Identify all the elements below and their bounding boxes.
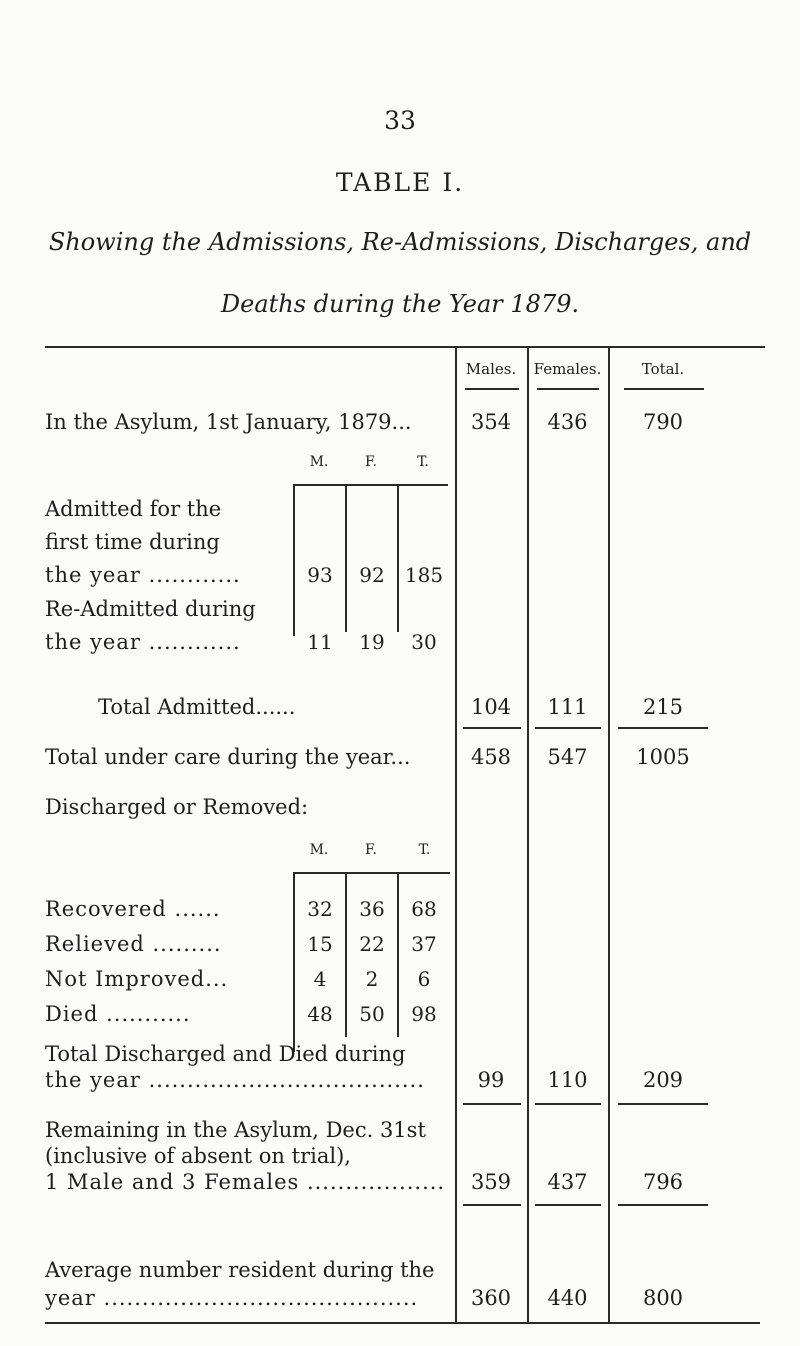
remaining-total: 796 <box>642 1170 684 1194</box>
header-females: Females. <box>533 360 602 378</box>
total-admitted-label: Total Admitted...... <box>98 695 296 719</box>
admit-subheader-rule <box>295 484 448 486</box>
total-admitted-males: 104 <box>470 695 512 719</box>
bottom-rule <box>45 1322 760 1324</box>
remaining-females: 437 <box>547 1170 588 1194</box>
total-admitted-rule-m <box>463 727 521 729</box>
table-subtitle-line1: Showing the Admissions, Re-Admissions, Discharges, and <box>48 228 752 256</box>
under-care-total: 1005 <box>636 745 690 769</box>
discharged-heading: Discharged or Removed: <box>45 795 309 819</box>
total-discharged-label-1: Total Discharged and Died during <box>45 1042 406 1066</box>
remaining-rule-m <box>463 1204 521 1206</box>
total-discharged-label-2: the year .................................... <box>45 1068 425 1092</box>
discharged-row-t: 68 <box>411 897 437 921</box>
discharged-row-f: 36 <box>359 897 385 921</box>
average-label-1: Average number resident during the <box>45 1258 435 1282</box>
discharged-row-m: 48 <box>307 1002 333 1026</box>
header-underline-total <box>624 388 704 390</box>
first-time-m: 93 <box>307 563 333 587</box>
re-admitted-label-1: Re-Admitted during <box>45 597 256 621</box>
total-discharged-total: 209 <box>642 1068 684 1092</box>
header-males: Males. <box>465 360 517 378</box>
re-admitted-t: 30 <box>411 630 437 654</box>
discharged-row-m: 15 <box>307 932 333 956</box>
table-subtitle-line2: Deaths during the Year 1879. <box>220 290 580 318</box>
first-time-label-2: first time during <box>45 530 220 554</box>
under-care-label: Total under care during the year... <box>45 745 411 769</box>
re-admitted-label-2: the year ............ <box>45 630 241 654</box>
total-admitted-females: 111 <box>547 695 588 719</box>
in-asylum-females: 436 <box>547 410 588 434</box>
admit-subheader-m: M. <box>309 454 329 470</box>
top-rule <box>45 346 765 348</box>
discharged-row-f: 2 <box>365 967 379 991</box>
in-asylum-males: 354 <box>470 410 512 434</box>
first-time-label-1: Admitted for the <box>45 497 222 521</box>
remaining-label-1: Remaining in the Asylum, Dec. 31st <box>45 1118 426 1142</box>
discharged-row-m: 32 <box>307 897 333 921</box>
in-asylum-total: 790 <box>642 410 684 434</box>
total-admitted-rule-t <box>618 727 708 729</box>
admit-subheader-f: F. <box>365 454 377 470</box>
average-label-2: year ......................................... <box>45 1286 419 1310</box>
discharged-row-label: Relieved ......... <box>45 932 222 956</box>
header-total: Total. <box>641 360 685 378</box>
discharged-subheader-rule <box>295 872 450 874</box>
remaining-rule-t <box>618 1204 708 1206</box>
discharged-row-t: 98 <box>411 1002 437 1026</box>
remaining-males: 359 <box>470 1170 512 1194</box>
first-time-f: 92 <box>359 563 385 587</box>
discharged-row-label: Not Improved... <box>45 967 229 991</box>
re-admitted-m: 11 <box>307 630 333 654</box>
discharged-row-m: 4 <box>313 967 327 991</box>
remaining-label-2: (inclusive of absent on trial), <box>45 1144 351 1168</box>
discharged-subheader-m: M. <box>309 842 329 858</box>
page-number: 33 <box>384 106 416 135</box>
average-total: 800 <box>642 1286 684 1310</box>
total-discharged-males: 99 <box>477 1068 505 1092</box>
total-admitted-rule-f <box>535 727 601 729</box>
discharged-subheader-f: F. <box>365 842 377 858</box>
total-discharged-rule-m <box>463 1103 521 1105</box>
in-asylum-label: In the Asylum, 1st January, 1879... <box>45 410 412 434</box>
re-admitted-f: 19 <box>359 630 385 654</box>
admit-vline-mf <box>345 484 347 632</box>
total-discharged-females: 110 <box>547 1068 588 1092</box>
discharged-row-f: 22 <box>359 932 385 956</box>
header-underline-males <box>465 388 519 390</box>
header-underline-females <box>537 388 599 390</box>
admit-vline-left <box>293 484 295 636</box>
discharged-row-f: 50 <box>359 1002 385 1026</box>
discharged-row-t: 37 <box>411 932 437 956</box>
discharged-row-label: Recovered ...... <box>45 897 221 921</box>
total-discharged-rule-f <box>535 1103 601 1105</box>
under-care-females: 547 <box>547 745 588 769</box>
remaining-rule-f <box>535 1204 601 1206</box>
remaining-label-3: 1 Male and 3 Females .................. <box>45 1170 446 1194</box>
total-admitted-total: 215 <box>642 695 684 719</box>
first-time-t: 185 <box>404 563 444 587</box>
first-time-label-3: the year ............ <box>45 563 241 587</box>
under-care-males: 458 <box>470 745 512 769</box>
admit-vline-ft <box>397 484 399 632</box>
discharged-row-t: 6 <box>417 967 431 991</box>
average-males: 360 <box>470 1286 512 1310</box>
average-females: 440 <box>547 1286 588 1310</box>
total-discharged-rule-t <box>618 1103 708 1105</box>
table-title: TABLE I. <box>335 168 465 197</box>
discharged-row-label: Died ........... <box>45 1002 191 1026</box>
admit-subheader-t: T. <box>417 454 429 470</box>
discharged-subheader-t: T. <box>418 842 431 858</box>
